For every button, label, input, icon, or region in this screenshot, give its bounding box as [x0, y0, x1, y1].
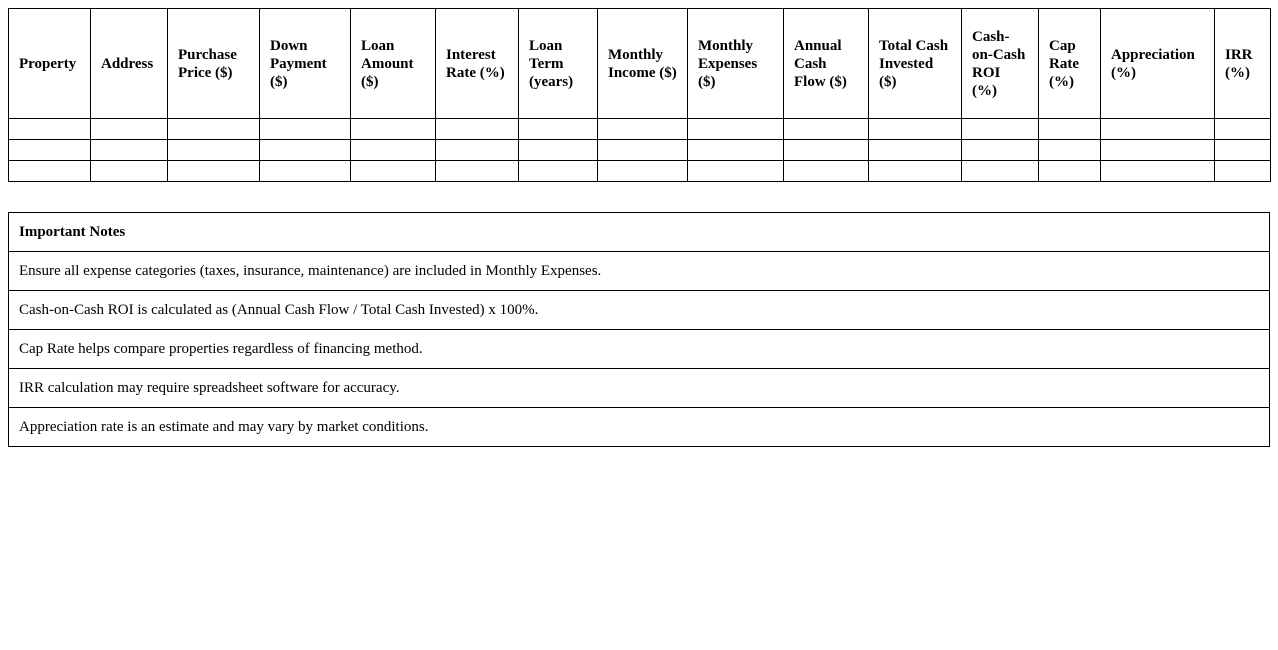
table-cell[interactable] — [869, 119, 962, 140]
table-cell[interactable] — [1101, 161, 1215, 182]
table-cell[interactable] — [260, 119, 351, 140]
note-row — [9, 252, 1270, 291]
table-cell[interactable] — [784, 140, 869, 161]
table-cell[interactable] — [962, 161, 1039, 182]
table-cell[interactable] — [168, 119, 260, 140]
table-cell[interactable] — [9, 161, 91, 182]
table-cell[interactable] — [598, 161, 688, 182]
column-header-cap-rate: Cap Rate (%) — [1039, 9, 1101, 119]
column-header-loan-term: Loan Term (years) — [519, 9, 598, 119]
column-header-interest-rate: Interest Rate (%) — [436, 9, 519, 119]
table-cell[interactable] — [1101, 140, 1215, 161]
table-cell[interactable] — [598, 140, 688, 161]
table-cell[interactable] — [351, 119, 436, 140]
page-content — [8, 8, 1270, 447]
table-cell[interactable] — [688, 119, 784, 140]
table-cell[interactable] — [962, 140, 1039, 161]
table-cell[interactable] — [688, 140, 784, 161]
table-cell[interactable] — [519, 161, 598, 182]
table-cell[interactable] — [1215, 140, 1271, 161]
note-appreciation: Appreciation rate is an estimate and may vary by market conditions. — [9, 408, 1270, 447]
table-cell[interactable] — [9, 119, 91, 140]
table-cell[interactable] — [260, 140, 351, 161]
table-cell[interactable] — [1039, 140, 1101, 161]
table-cell[interactable] — [519, 140, 598, 161]
table-row — [9, 119, 1271, 140]
table-row — [9, 140, 1271, 161]
table-cell[interactable] — [91, 119, 168, 140]
table-cell[interactable] — [1101, 119, 1215, 140]
table-cell[interactable] — [168, 140, 260, 161]
column-header-property: Property — [9, 9, 91, 119]
table-cell[interactable] — [351, 140, 436, 161]
table-cell[interactable] — [962, 119, 1039, 140]
column-header-annual-cash-flow: Annual Cash Flow ($) — [784, 9, 869, 119]
table-cell[interactable] — [598, 119, 688, 140]
header-row — [9, 9, 1271, 119]
property-comparison-table — [8, 8, 1271, 182]
note-expense-categories: Ensure all expense categories (taxes, insurance, maintenance) are included in Monthly Expenses. — [9, 252, 1270, 291]
table-cell[interactable] — [1039, 161, 1101, 182]
table-cell[interactable] — [436, 161, 519, 182]
column-header-monthly-expenses: Monthly Expenses ($) — [688, 9, 784, 119]
column-header-loan-amount: Loan Amount ($) — [351, 9, 436, 119]
column-header-monthly-income: Monthly Income ($) — [598, 9, 688, 119]
column-header-address: Address — [91, 9, 168, 119]
table-cell[interactable] — [436, 119, 519, 140]
notes-header-row — [9, 213, 1270, 252]
note-row — [9, 330, 1270, 369]
table-cell[interactable] — [519, 119, 598, 140]
column-header-cash-on-cash-roi: Cash-on-Cash ROI (%) — [962, 9, 1039, 119]
table-cell[interactable] — [436, 140, 519, 161]
note-cash-on-cash-roi: Cash-on-Cash ROI is calculated as (Annual Cash Flow / Total Cash Invested) x 100%. — [9, 291, 1270, 330]
important-notes-table — [8, 212, 1270, 447]
table-cell[interactable] — [260, 161, 351, 182]
notes-title: Important Notes — [9, 213, 1270, 252]
note-irr: IRR calculation may require spreadsheet software for accuracy. — [9, 369, 1270, 408]
table-cell[interactable] — [1215, 119, 1271, 140]
table-row — [9, 161, 1271, 182]
table-cell[interactable] — [91, 161, 168, 182]
table-cell[interactable] — [869, 140, 962, 161]
table-cell[interactable] — [784, 161, 869, 182]
table-cell[interactable] — [9, 140, 91, 161]
table-cell[interactable] — [869, 161, 962, 182]
note-row — [9, 408, 1270, 447]
note-row — [9, 291, 1270, 330]
column-header-total-cash-invested: Total Cash Invested ($) — [869, 9, 962, 119]
column-header-irr: IRR (%) — [1215, 9, 1271, 119]
table-cell[interactable] — [1215, 161, 1271, 182]
table-cell[interactable] — [91, 140, 168, 161]
column-header-appreciation: Appreciation (%) — [1101, 9, 1215, 119]
table-cell[interactable] — [351, 161, 436, 182]
column-header-down-payment: Down Payment ($) — [260, 9, 351, 119]
table-cell[interactable] — [1039, 119, 1101, 140]
table-cell[interactable] — [784, 119, 869, 140]
table-cell[interactable] — [168, 161, 260, 182]
note-cap-rate: Cap Rate helps compare properties regardless of financing method. — [9, 330, 1270, 369]
table-cell[interactable] — [688, 161, 784, 182]
note-row — [9, 369, 1270, 408]
column-header-purchase-price: Purchase Price ($) — [168, 9, 260, 119]
